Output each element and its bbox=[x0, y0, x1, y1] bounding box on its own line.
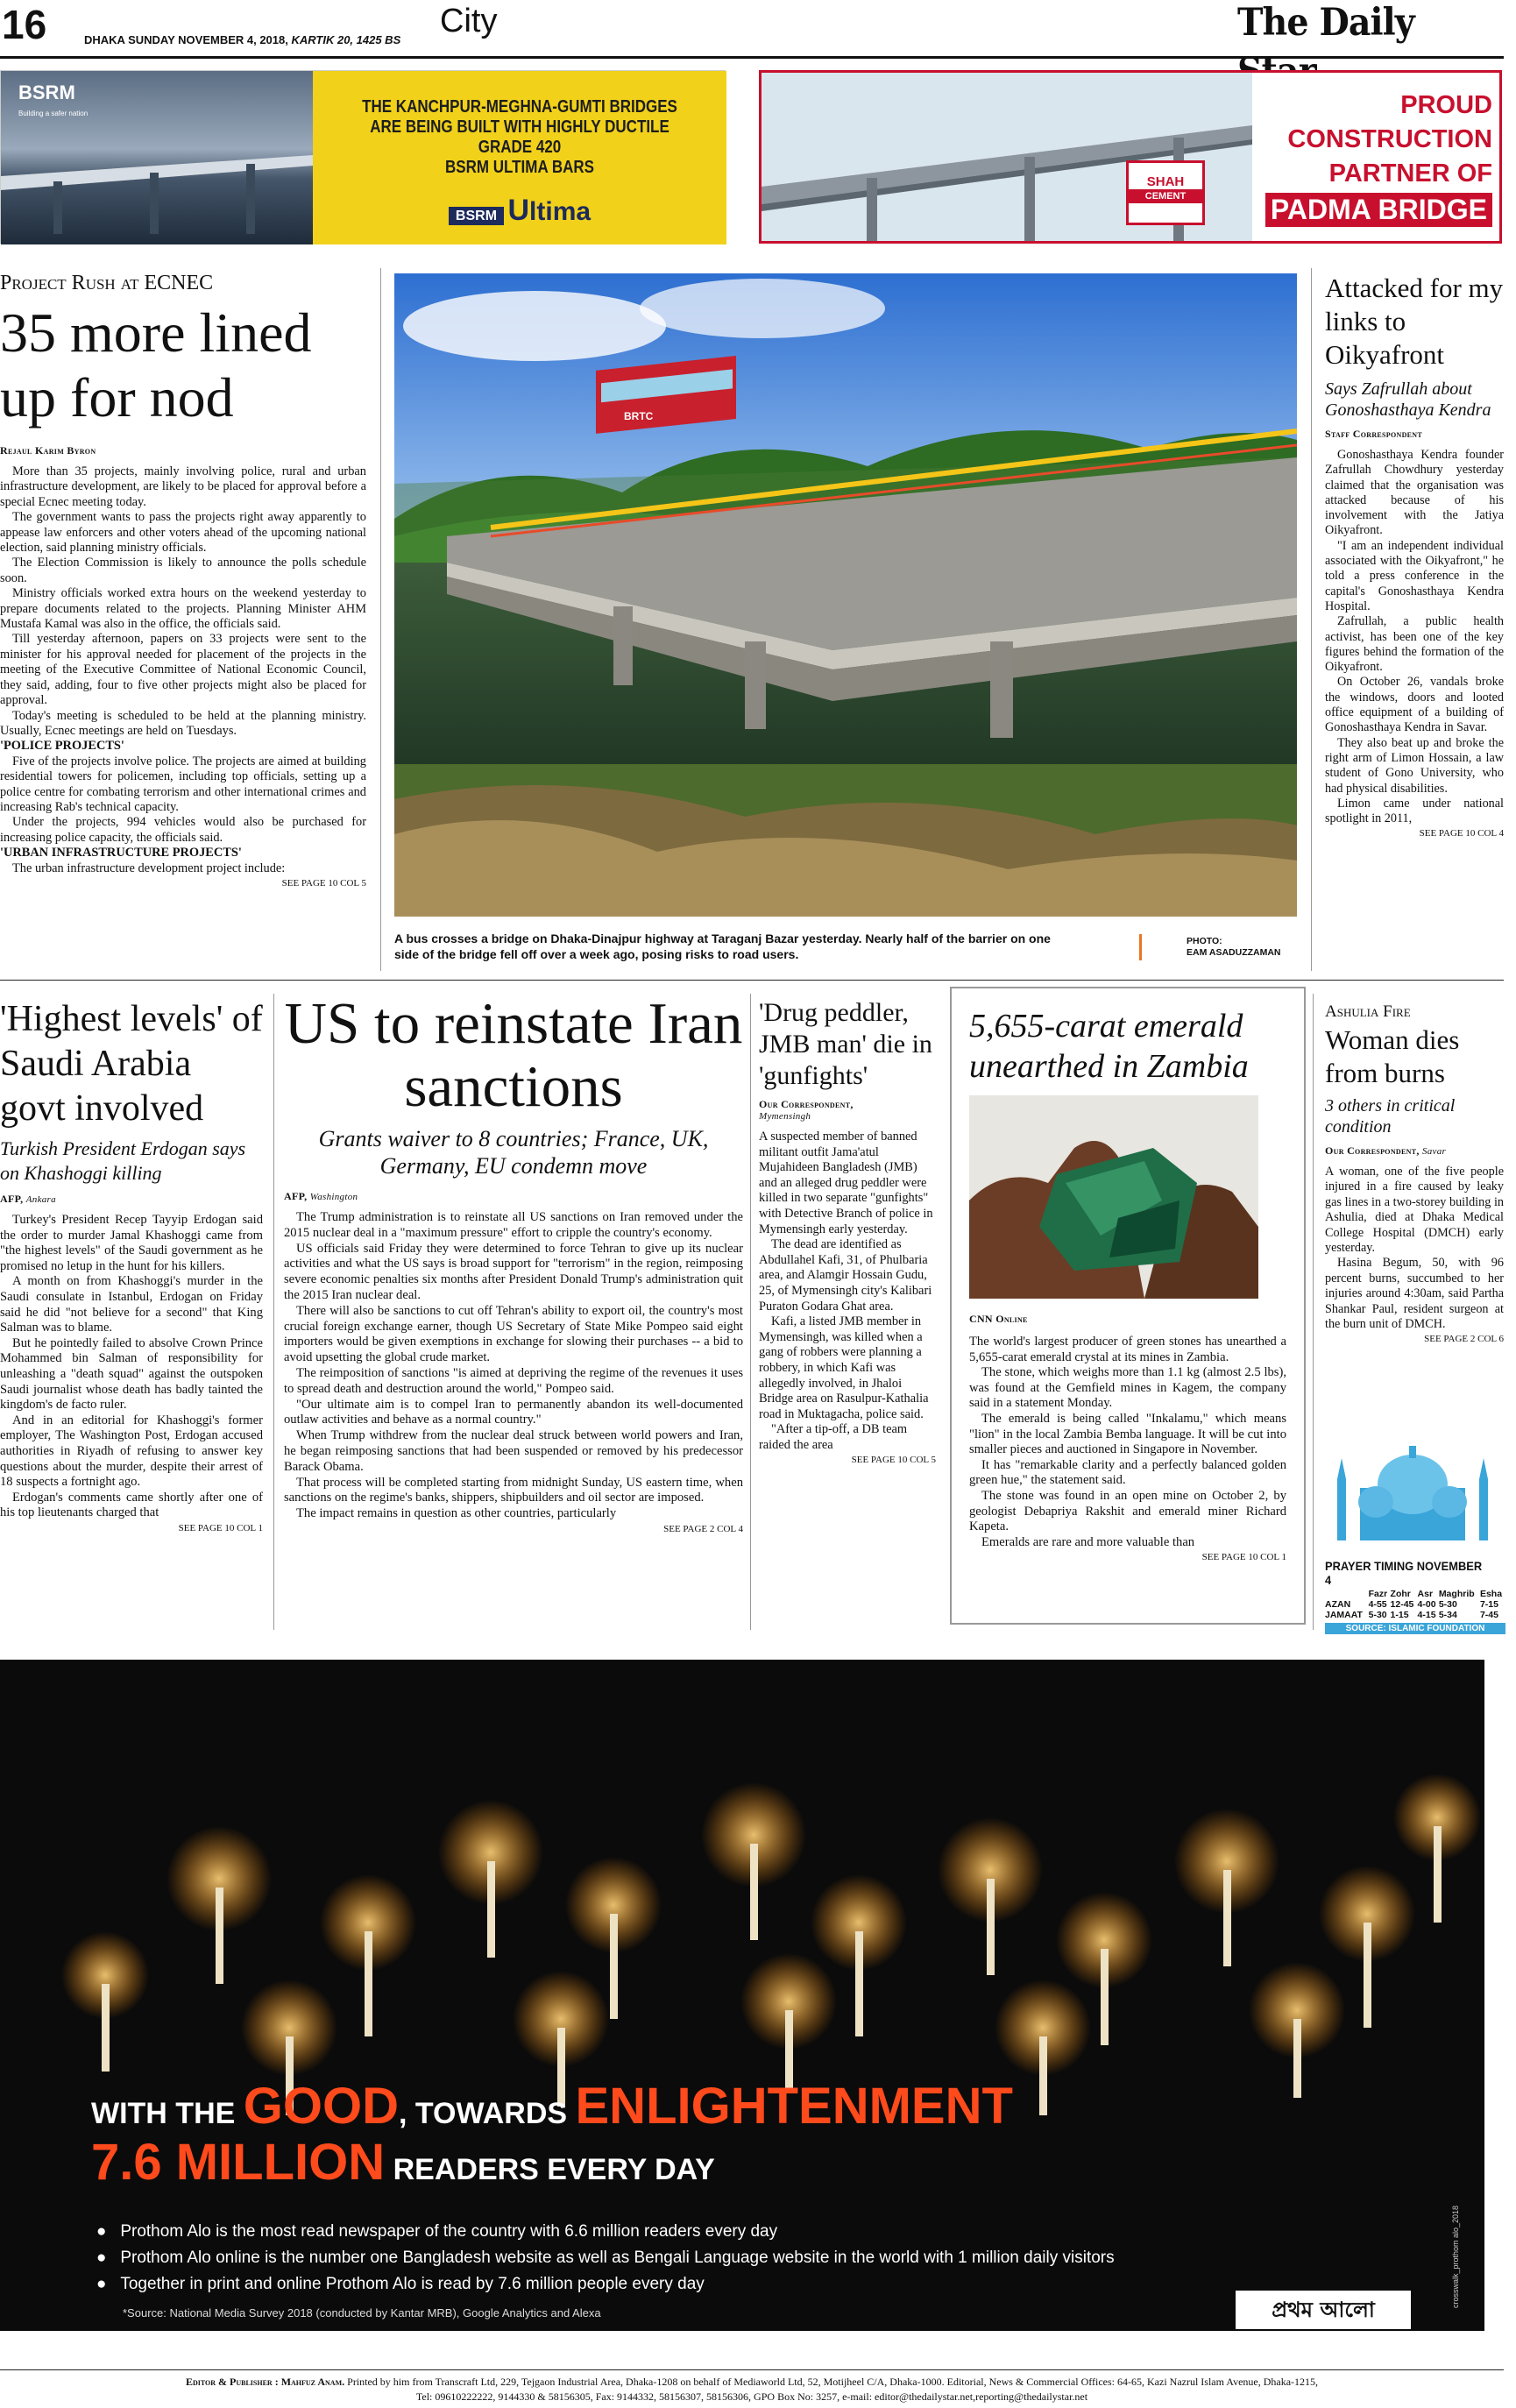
column-rule bbox=[273, 994, 274, 1630]
article-body: Gonoshasthaya Kendra founder Zafrullah Chowdhury yesterday claimed that the organisation was attacked because of his involvement with the Jatiya Oikyafront. "I am an independent individual associated with the Oikyafront," he told a press conference in the capital's Gonoshasthaya Kendra Hospital. Zafrullah, a public health activist, has been one of the key figures behind the formation of the Oikyafront. On October 26, vandals broke the windows, doors and looted office equipment of a building of Gonoshasthaya Kendra in Savar. They also beat up and broke the right arm of Limon Hossain, a law student of Gono University, who had physical disabilities. Limon came under national spotlight in 2011, bbox=[1325, 448, 1504, 826]
article-body: More than 35 projects, mainly involving police, rural and urban infrastructure development, are likely to be placed for approval before a special Ecnec meeting today. The government wants to pass the projects right away apparently to appease law enforcers and other voters ahead of the upcoming national election, said planning ministry officials. The Election Commission is likely to announce the polls schedule soon. Ministry officials worked extra hours on the weekend yesterday to prepare documents related to the projects. Planning Minister AHM Mustafa Kamal was also in the office, the officials said. Till yesterday afternoon, papers on 33 projects were sent to the minister for his approval needed for placement of the projects in the meeting of the Executive Committee of National Economic Council, they said, adding, four to five other projects might also be placed for approval. Today's meeting is scheduled to be held at the planning ministry. Usually, Ecnec meetings are held on Tuesdays. 'POLICE PROJECTS' Five of the projects involve police. The projects are aimed at building residential towers for policemen, including top officials, setting up a police centre for combating terrorism and other international crimes and increasing Rab's technical capacity. Under the projects, 994 vehicles would also be purchased for increasing police capacity, the officials said. 'URBAN INFRASTRUCTURE PROJECTS' The urban infrastructure development project include: bbox=[0, 464, 366, 875]
masthead-rule bbox=[0, 56, 1504, 59]
byline: Our Correspondent, Savar bbox=[1325, 1144, 1447, 1157]
dateline: DHAKA SUNDAY NOVEMBER 4, 2018, KARTIK 20, 1425 BS bbox=[84, 33, 401, 46]
article-body: Turkey's President Recep Tayyip Erdogan said the order to murder Jamal Khashoggi came from "the highest levels" of the Saudi government as he promised no letup in the hunt for his killers. A month on from Khashoggi's murder in the Saudi consulate in Istanbul, Erdogan on Friday said he did "not believe for a second" that King Salman was to blame. But he pointedly failed to absolve Crown Prince Mohammed bin Salman of responsibility for unleashing a "death squad" against the outspoken Saudi journalist whose death has badly tainted the kingdom's de facto ruler. And in an editorial for Khashoggi's former employer, The Washington Post, Erdogan accused authorities in Riyadh of refusing to answer key questions about the murder, despite their arrest of 18 suspects a fortnight ago. Erdogan's comments came shortly after one of his top lieutenants charged that bbox=[0, 1213, 263, 1520]
subhead: 'URBAN INFRASTRUCTURE PROJECTS' bbox=[0, 846, 242, 861]
see-page-link[interactable]: SEE PAGE 2 COL 4 bbox=[663, 1523, 743, 1534]
footer-rule bbox=[0, 2369, 1504, 2370]
ad-bullet: ● Together in print and online Prothom Alo is read by 7.6 million people every day bbox=[96, 2275, 705, 2293]
ad-prothom-alo[interactable] bbox=[0, 1660, 1484, 2331]
ad-shah-cement[interactable] bbox=[759, 70, 1502, 244]
column-rule bbox=[1313, 994, 1314, 1630]
story-ecnec[interactable] bbox=[0, 272, 366, 889]
photo-credit: PHOTO: EAM ASADUZZAMAN bbox=[1187, 936, 1281, 958]
see-page-link[interactable]: SEE PAGE 10 COL 1 bbox=[1201, 1552, 1286, 1563]
bridge-scene bbox=[394, 273, 1297, 917]
emerald-photo bbox=[969, 1095, 1258, 1299]
padma-slogan: PROUD CONSTRUCTION PARTNER OF PADMA BRIDGE bbox=[1265, 89, 1492, 227]
headline: US to reinstate Iran sanctions bbox=[284, 991, 743, 1119]
ad-bsrm-line: BSRM ULTIMA BARS bbox=[445, 158, 594, 177]
article-body: A woman, one of the five people injured in a fire caused by leaky gas lines in a two-storey building in Ashulia, died at Dhaka Medical College Hospital (DMCH) early yesterday. Hasina Begum, 50, with 96 percent burns, succumbed to her injuries around 4:30am, said Partha Shankar Paul, resident surgeon at the burn unit of DMCH. bbox=[1325, 1165, 1504, 1332]
ad-headline-2: 7.6 MILLION READERS EVERY DAY bbox=[91, 2134, 715, 2191]
subhead: Turkish President Erdogan says on Khashoggi killing bbox=[0, 1137, 246, 1184]
ad-bullet: ● Prothom Alo online is the number one Bangladesh website as well as Bengali Language website in the world with 1 million daily visitors bbox=[96, 2249, 1115, 2267]
kicker: Project Rush at ECNEC bbox=[0, 272, 214, 294]
see-page-link[interactable]: SEE PAGE 2 COL 6 bbox=[1424, 1334, 1504, 1345]
ad-bsrm-bridge-image bbox=[1, 71, 313, 244]
paper-logo: The Daily bbox=[1237, 1, 1414, 45]
prayer-source: SOURCE: ISLAMIC FOUNDATION bbox=[1325, 1623, 1505, 1634]
column-rule bbox=[750, 994, 751, 1630]
byline: Rejaul Karim Byron bbox=[0, 444, 96, 457]
ad-bsrm-line: ARE BEING BUILT WITH HIGHLY DUCTILE GRADE 420 bbox=[370, 117, 669, 157]
subhead: Grants waiver to 8 countries; France, UK, Germany, EU condemn move bbox=[318, 1126, 709, 1179]
bsrm-logo: BSRM Building a safer nation bbox=[18, 81, 89, 117]
subhead: 3 others in critical condition bbox=[1325, 1096, 1456, 1137]
see-page-link[interactable]: SEE PAGE 10 COL 5 bbox=[851, 1455, 936, 1466]
prayer-timing bbox=[1325, 1427, 1505, 1634]
headline: 35 more lined up for nod bbox=[0, 301, 312, 428]
headline: 'Highest levels' of Saudi Arabia govt involved bbox=[0, 999, 263, 1129]
article-body: The Trump administration is to reinstate all US sanctions on Iran removed under the 2015 nuclear deal in a "maximum pressure" effort to cripple the country's economy. US officials said Friday they were determined to force Tehran to give up its nuclear activities and what the US says is broad support for "terrorism" in the region, reimposing severe economic penalties six months after President Donald Trump's administration quit the 2015 Iran nuclear deal. There will also be sanctions to cut off Tehran's ability to export oil, the country's most crucial foreign exchange earner, though US Secretary of State Mike Pompeo said eight importers would be given exemptions in exchange for slowing their purchases -- a bid to avoid upsetting the global crude market. The reimposition of sanctions "is aimed at depriving the regime of the revenues it uses to spread death and destruction around the world," Pompeo said. "Our ultimate aim is to compel Iran to permanently abandon its well-documented outlaw activities and behave as a normal country." When Trump withdrew from the nuclear deal struck between world powers and Iran, he began reimposing sanctions that had been suspended or removed by his predecessor Barack Obama. That process will be completed starting from midnight Sunday, US eastern time, when sanctions on the regime's banks, shippers, shipbuilders and oil sector are imposed. The impact remains in question as other countries, particularly bbox=[284, 1210, 743, 1521]
ad-bsrm-text-panel bbox=[313, 71, 726, 244]
row-rule bbox=[0, 980, 1504, 981]
bus-label: BRTC bbox=[624, 410, 654, 422]
ad-bsrm-line: THE KANCHPUR-MEGHNA-GUMTI BRIDGES bbox=[362, 97, 677, 117]
headline: 5,655-carat emerald unearthed in Zambia bbox=[969, 1008, 1249, 1085]
see-page-link[interactable]: SEE PAGE 10 COL 5 bbox=[281, 877, 366, 889]
article-body: A suspected member of banned militant outfit Jama'atul Mujahideen Bangladesh (JMB) and an alleged drug peddler were killed in two separate "gunfights" with Detective Branch of police in Mymensingh early yesterday. The dead are identified as Abdullahel Kafi, 31, of Phulbaria area, and Alamgir Hossain Gudu, 25, of Mymensingh city's Kalibari Puraton Godara Ghat area. Kafi, a listed JMB member in Mymensingh, was killed when a gang of robbers were planning a robbery, in which Kafi was allegedly involved, in Jhaloi Bridge area on Rasulpur-Kathalia road in Muktagacha, police said. "After a tip-off, a DB team raided the area bbox=[759, 1130, 933, 1452]
page-number: 16 bbox=[2, 2, 47, 47]
subhead: 'POLICE PROJECTS' bbox=[0, 739, 124, 754]
headline: Woman dies from burns bbox=[1325, 1024, 1460, 1088]
byline: AFP, Washington bbox=[284, 1190, 358, 1202]
prayer-table: Fazr Zohr Asr Maghrib Esha AZAN 4-55 12-45 4-00 5-30 7-15 JAMAAT 5-30 1-15 4-15 5-34 7-45 bbox=[1325, 1589, 1503, 1620]
story-iran[interactable] bbox=[284, 992, 743, 1534]
column-rule bbox=[1311, 268, 1312, 971]
bridge-photo bbox=[394, 273, 1297, 917]
headline: Attacked for my links to Oikyafront bbox=[1325, 273, 1504, 370]
column-rule bbox=[380, 268, 381, 971]
ad-bsrm[interactable] bbox=[0, 70, 726, 244]
story-ashulia[interactable] bbox=[1325, 1002, 1504, 1344]
imprint: Editor & Publisher : Mahfuz Anam. Printed by him from Transcraft Ltd, 229, Tejgaon Industrial Area, Dhaka-1208 on behalf of Mediaworld Ltd, 52, Motijheel C/A, Dhaka-1000. Editorial, News & Commercial Offices: 64-65, Kazi Nazrul Islam Avenue, Dhaka-1215, Tel: 09610222222, 9144330 & 58156305, Fax: 9144332, 58156307, 58156306, GPO Box No: 3257, e-mail: editor@thedailystar.net,reporting@thedailystar.net bbox=[185, 2376, 1319, 2403]
headline: 'Drug peddler, JMB man' die in 'gunfights' bbox=[759, 998, 932, 1090]
story-oikya[interactable] bbox=[1325, 272, 1504, 839]
story-drug[interactable] bbox=[759, 997, 936, 1465]
story-emerald[interactable] bbox=[950, 987, 1306, 1625]
section-label: City bbox=[440, 3, 498, 39]
byline: AFP, Ankara bbox=[0, 1193, 56, 1205]
prayer-title: PRAYER TIMING NOVEMBER 4 bbox=[1325, 1559, 1483, 1587]
see-page-link[interactable]: SEE PAGE 10 COL 1 bbox=[178, 1522, 263, 1533]
caption-accent bbox=[1139, 934, 1142, 960]
emerald-hand-image bbox=[969, 1095, 1258, 1299]
story-saudi[interactable] bbox=[0, 997, 263, 1533]
mosque-icon bbox=[1325, 1427, 1505, 1549]
kicker: Ashulia Fire bbox=[1325, 1002, 1411, 1021]
byline: Staff Correspondent bbox=[1325, 428, 1423, 440]
ad-footnote: *Source: National Media Survey 2018 (conducted by Kantar MRB), Google Analytics and Alexa bbox=[123, 2306, 601, 2319]
prothom-alo-logo: প্রথম আলো bbox=[1236, 2291, 1411, 2329]
photo-caption: A bus crosses a bridge on Dhaka-Dinajpur highway at Taraganj Bazar yesterday. Nearly half of the barrier on one side of the bridge fell off over a week ago, posing risks to road users. bbox=[394, 931, 1051, 961]
article-body: The world's largest producer of green stones has unearthed a 5,655-carat emerald crystal at its mines in Zambia. The stone, which weighs more than 1.1 kg (almost 2.5 lbs), was found at the Gemfield mines in Kagem, the company said in a statement Monday. The emerald is being called "Inkalamu," which means "lion" in the local Zambia Bemba language. It will be cut into smaller pieces and auctioned in Singapore in November. It has "remarkable clarity and a perfectly balanced golden green hue," the statement said. The stone was found in an open mine on October 2, by geologist Debapriya Rakshit and emerald miner Richard Kapeta. Emeralds are rare and more valuable than bbox=[969, 1335, 1286, 1549]
ultima-logo: BSRM Ultima bbox=[313, 194, 726, 228]
ad-side-credit: crosswalk_prothom alo_2018 bbox=[1451, 2205, 1460, 2308]
byline: Our Correspondent, Mymensingh bbox=[759, 1098, 854, 1122]
ad-bullet: ● Prothom Alo is the most read newspaper of the country with 6.6 million readers every day bbox=[96, 2222, 778, 2241]
shah-cement-logo: SHAH CEMENT bbox=[1126, 160, 1205, 225]
see-page-link[interactable]: SEE PAGE 10 COL 4 bbox=[1419, 828, 1504, 839]
ad-headline-1: WITH THE GOOD, TOWARDS ENLIGHTENMENT bbox=[91, 2078, 1013, 2135]
byline: CNN Online bbox=[969, 1313, 1028, 1325]
ad-bullets bbox=[96, 2219, 1115, 2298]
subhead: Says Zafrullah about Gonoshasthaya Kendra bbox=[1325, 379, 1491, 420]
